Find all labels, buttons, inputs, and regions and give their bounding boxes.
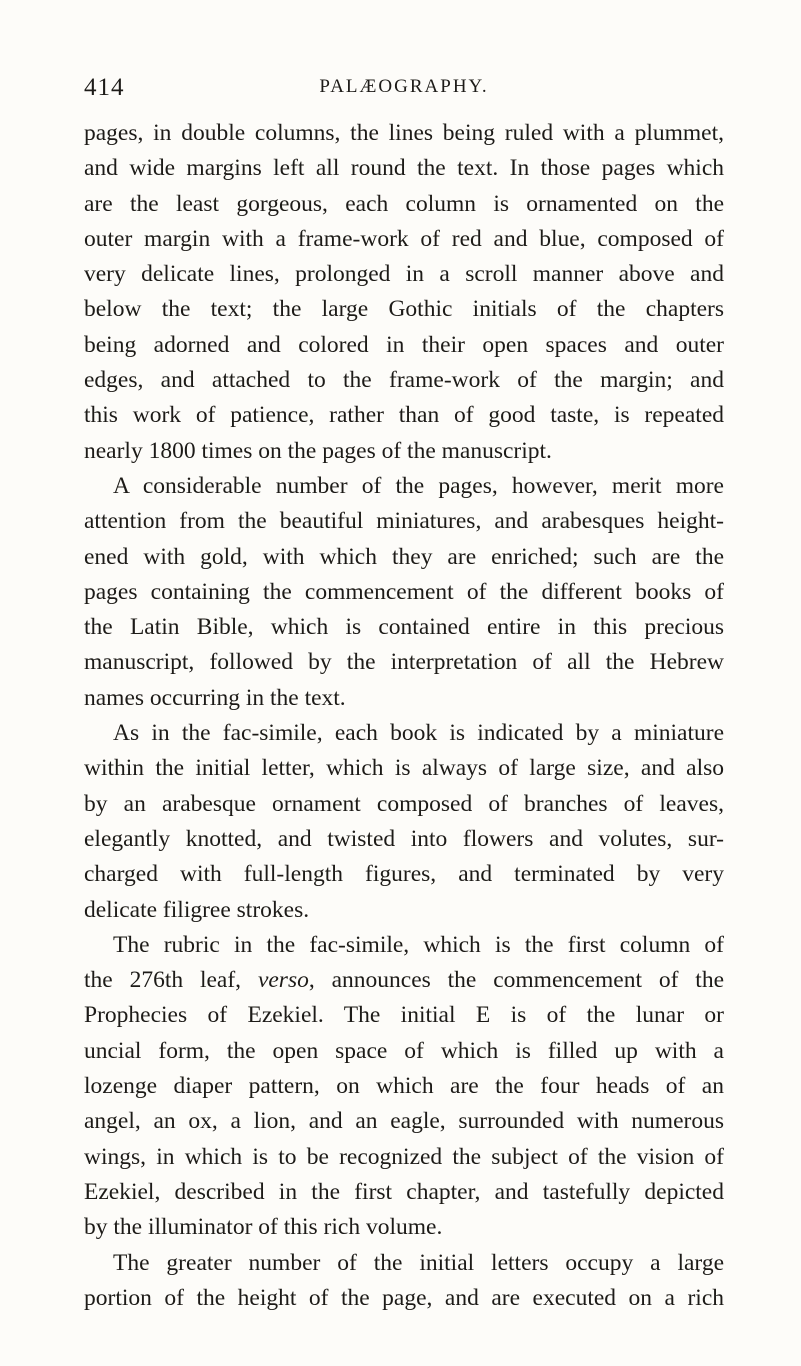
text-line: The greater number of the initial letters occupy a large	[113, 1249, 724, 1276]
text-line: portion of the height of the page, and are executed on a rich	[84, 1284, 724, 1311]
text-line: pages containing the commencement of the different books of	[84, 578, 724, 605]
text-line: by the illuminator of this rich volume.	[84, 1214, 443, 1241]
text-line: ened with gold, with which they are enriched; such are the	[84, 543, 724, 570]
text-line: names occurring in the text.	[84, 684, 346, 711]
page-number: 414	[84, 74, 125, 101]
text-line: lozenge diaper pattern, on which are the four heads of an	[84, 1073, 724, 1100]
text-line: Ezekiel, described in the first chapter, and tastefully depicted	[84, 1178, 724, 1205]
body-text	[84, 116, 724, 1316]
text-line: As in the fac-simile, each book is indicated by a miniature	[113, 720, 724, 747]
text-line: delicate filigree strokes.	[84, 896, 310, 923]
text-line: elegantly knotted, and twisted into flowers and volutes, sur-	[84, 825, 724, 852]
text-line: wings, in which is to be recognized the subject of the vision of	[84, 1143, 724, 1170]
text-line: A considerable number of the pages, however, merit more	[113, 472, 724, 499]
text-line: Prophecies of Ezekiel. The initial E is of the lunar or	[84, 1002, 724, 1029]
italic-word: verso	[257, 967, 309, 994]
text-line: uncial form, the open space of which is filled up with a	[84, 1037, 724, 1064]
page-header	[84, 74, 724, 106]
text-line: the 276th leaf, verso, announces the commencement of the	[84, 967, 724, 994]
text-line: this work of patience, rather than of good taste, is repeated	[84, 402, 724, 429]
text-line: attention from the beautiful miniatures, and arabesques height-	[84, 508, 724, 535]
text-line: by an arabesque ornament composed of branches of leaves,	[84, 790, 724, 817]
text-line: and wide margins left all round the text. In those pages which	[84, 155, 724, 182]
text-line: pages, in double columns, the lines being ruled with a plummet,	[84, 120, 724, 146]
text-line: very delicate lines, prolonged in a scroll manner above and	[84, 261, 724, 288]
text-line: angel, an ox, a lion, and an eagle, surrounded with numerous	[84, 1108, 724, 1135]
running-head: PALÆOGRAPHY.	[319, 76, 489, 97]
text-line: outer margin with a frame-work of red and blue, composed of	[84, 225, 724, 252]
text-line: manuscript, followed by the interpretation of all the Hebrew	[84, 649, 724, 676]
text-line: within the initial letter, which is always of large size, and also	[84, 755, 724, 782]
text-line: being adorned and colored in their open spaces and outer	[84, 331, 724, 358]
text-line: are the least gorgeous, each column is ornamented on the	[84, 190, 724, 217]
text-line: charged with full-length figures, and terminated by very	[84, 861, 724, 888]
text-line: edges, and attached to the frame-work of the margin; and	[84, 367, 724, 394]
text-line: The rubric in the fac-simile, which is the first column of	[113, 931, 724, 958]
text-line: the Latin Bible, which is contained entire in this precious	[84, 614, 724, 641]
text-line: nearly 1800 times on the pages of the manuscript.	[84, 437, 552, 464]
text-line: below the text; the large Gothic initials of the chapters	[84, 296, 724, 323]
